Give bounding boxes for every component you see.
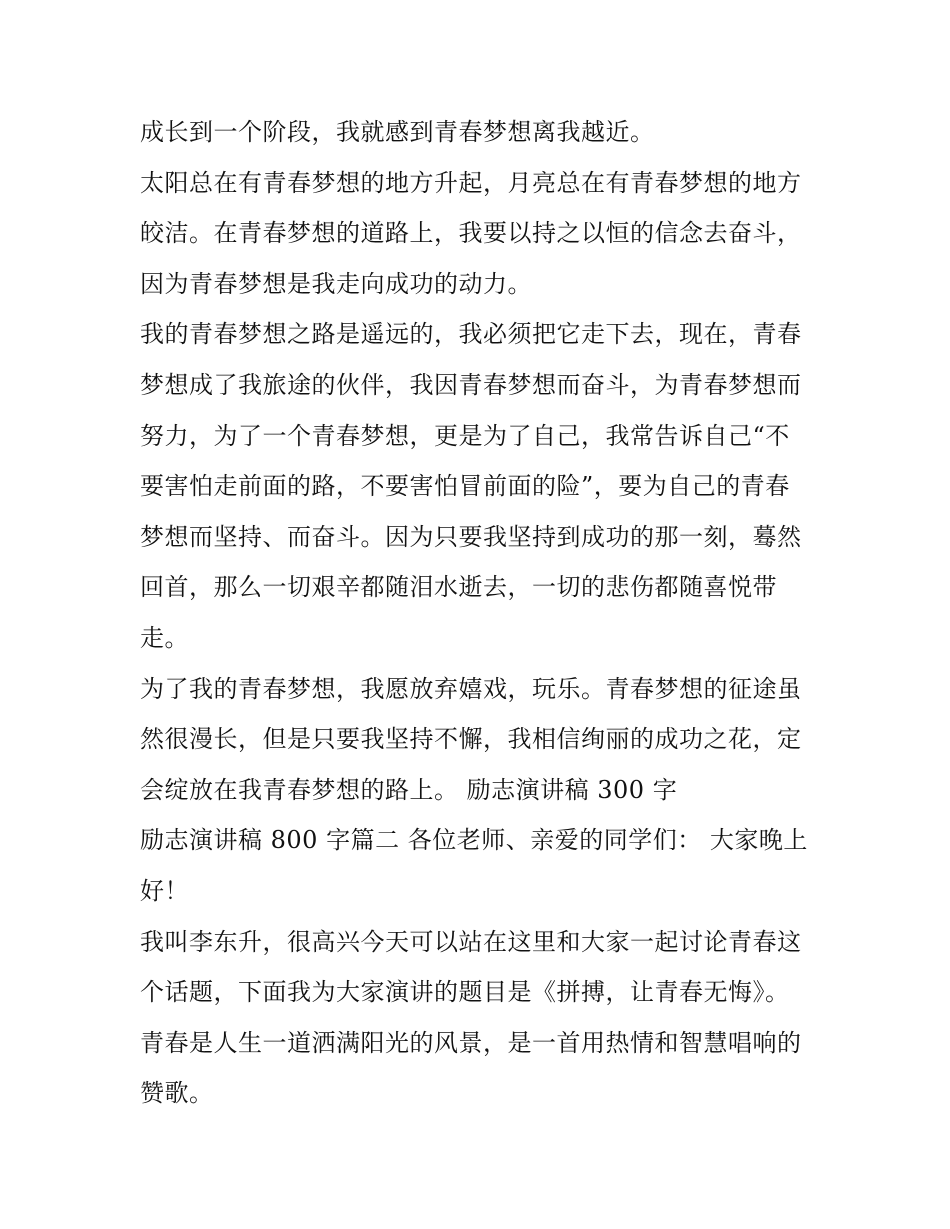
text-line: 梦想而坚持、而奋斗。因为只要我坚持到成功的那一刻，蓦然 (140, 522, 802, 551)
text-line: 会绽放在我青春梦想的路上。 励志演讲稿 300 字 (140, 775, 678, 804)
text-line: 赞歌。 (140, 1079, 214, 1108)
text-line: 梦想成了我旅途的伙伴，我因青春梦想而奋斗，为青春梦想而 (140, 370, 802, 399)
text-line: 我叫李东升，很高兴今天可以站在这里和大家一起讨论青春这 (140, 927, 802, 956)
text-line: 然很漫长，但是只要我坚持不懈，我相信绚丽的成功之花，定 (140, 725, 802, 754)
text-line: 因为青春梦想是我走向成功的动力。 (140, 269, 532, 298)
text-line: 为了我的青春梦想，我愿放弃嬉戏，玩乐。青春梦想的征途虽 (140, 674, 802, 703)
text-line: 努力，为了一个青春梦想，更是为了自己，我常告诉自己“不 (140, 421, 790, 450)
text-line: 我的青春梦想之路是遥远的，我必须把它走下去，现在，青春 (140, 320, 802, 349)
text-line: 回首，那么一切艰辛都随泪水逝去，一切的悲伤都随喜悦带 (140, 573, 777, 602)
document-body (140, 107, 820, 1119)
text-line: 青春是人生一道洒满阳光的风景，是一首用热情和智慧唱响的 (140, 1028, 802, 1057)
text-line: 走。 (140, 623, 189, 652)
text-line: 励志演讲稿 800 字篇二 各位老师、亲爱的同学们： 大家晚上 (140, 826, 808, 855)
text-line: 要害怕走前面的路，不要害怕冒前面的险”，要为自己的青春 (140, 472, 790, 501)
text-line: 成长到一个阶段，我就感到青春梦想离我越近。 (140, 118, 655, 146)
text-line: 个话题，下面我为大家演讲的题目是《拼搏，让青春无悔》。 (140, 978, 790, 1007)
text-line: 太阳总在有青春梦想的地方升起，月亮总在有青春梦想的地方 (140, 168, 802, 197)
text-line: 皎洁。在青春梦想的道路上，我要以持之以恒的信念去奋斗， (140, 219, 802, 248)
text-line: 好！ (140, 876, 189, 905)
